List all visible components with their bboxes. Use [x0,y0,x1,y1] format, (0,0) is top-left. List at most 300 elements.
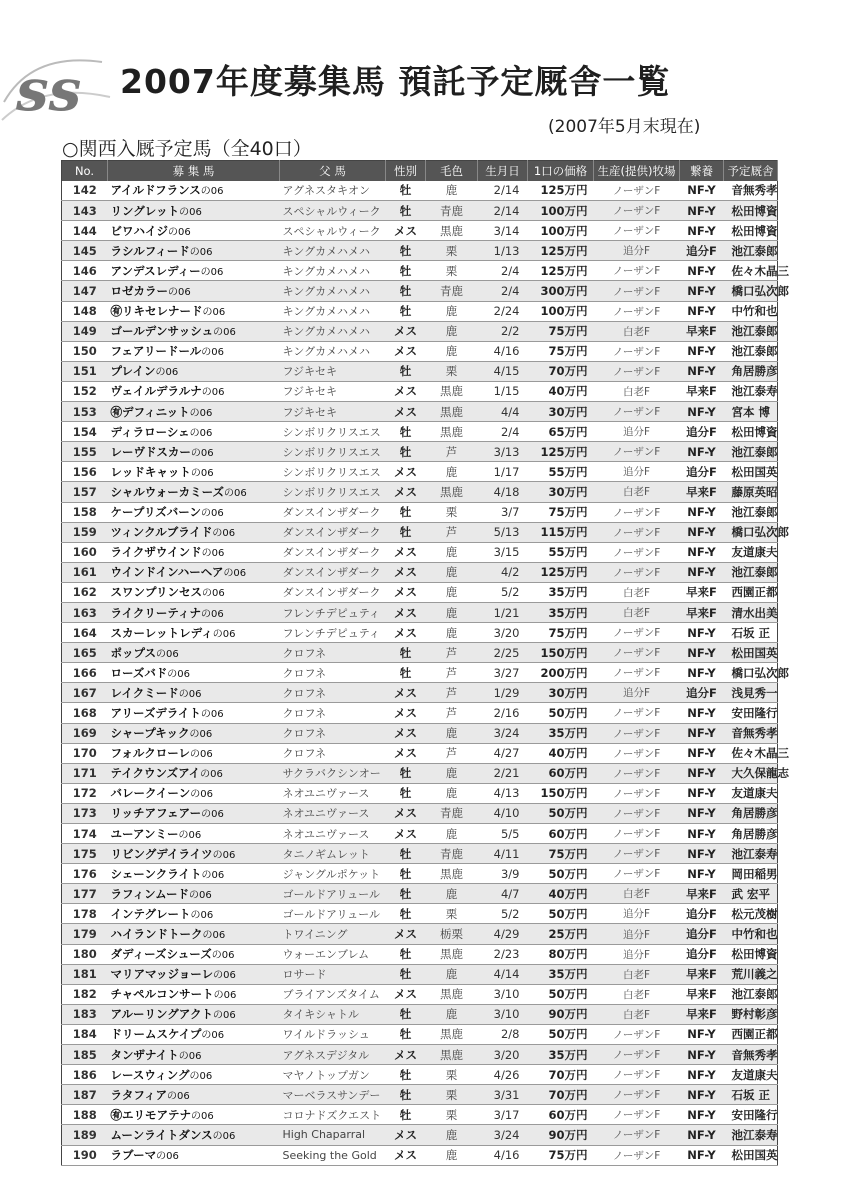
coat-color: 青鹿 [426,844,478,864]
horse-name [108,221,280,241]
breeding-farm: 追分F [594,422,680,442]
unit-price: 55万円 [528,542,594,562]
horse-name-suffix: の06 [212,628,236,640]
sire-name: ワイルドラッシュ [280,1024,386,1044]
horse-sex: 牡 [386,1105,426,1125]
table-row [62,944,778,964]
table-row [62,422,778,442]
coat-color: 栗 [426,904,478,924]
table-row [62,522,778,542]
holding-facility: NF-Y [680,361,724,381]
sire-name: タイキシャトル [280,1004,386,1024]
birth-date: 3/24 [478,723,528,743]
horse-sex: 牡 [386,884,426,904]
horse-no: 147 [62,281,108,301]
coat-color: 栗 [426,1065,478,1085]
unit-price: 115万円 [528,522,594,542]
horse-no: 161 [62,562,108,582]
horse-name-suffix: の06 [189,729,213,741]
birth-date: 2/2 [478,321,528,341]
birth-date: 3/13 [478,442,528,462]
horse-name-main: チャペルコンサート [110,987,214,1002]
horse-sex: 牡 [386,904,426,924]
holding-facility: NF-Y [680,703,724,723]
breeding-farm: ノーザンF [594,281,680,301]
club-logo [2,42,112,132]
horse-name-suffix: の06 [201,387,225,399]
unit-price: 35万円 [528,723,594,743]
horse-no: 188 [62,1105,108,1125]
horse-no: 162 [62,582,108,602]
horse-name-main: シャルウォーカミーズ [110,484,225,499]
horse-no: 173 [62,803,108,823]
planned-trainer: 角居勝彦 [724,803,778,823]
birth-date: 4/14 [478,964,528,984]
holding-facility: NF-Y [680,542,724,562]
breeding-farm: ノーザンF [594,502,680,522]
horse-no: 151 [62,361,108,381]
horse-name-suffix: の06 [179,206,202,218]
horse-sex: 牡 [386,1085,426,1105]
sire-name: ダンスインザダーク [280,502,386,522]
horse-name-suffix: の06 [190,909,214,921]
horse-name-suffix: の06 [201,869,225,881]
birth-date: 4/15 [478,361,528,381]
horse-name-main: ウインドインハーヘア [110,565,224,580]
breeding-farm: ノーザンF [594,402,680,422]
coat-color: 黒鹿 [426,221,478,241]
birth-date: 4/16 [478,341,528,361]
table-row [62,341,778,361]
unit-price: 100万円 [528,221,594,241]
birth-date: 2/21 [478,763,528,783]
coat-color: 栗 [426,1105,478,1125]
horse-name-main: ムーンライトダンス [110,1127,213,1142]
horse-no: 156 [62,462,108,482]
coat-color: 黒鹿 [426,402,478,422]
sire-name: クロフネ [280,663,386,683]
table-row [62,1145,778,1165]
horse-no: 168 [62,703,108,723]
horse-name [108,422,280,442]
horse-name-main: ポップス [110,645,157,660]
horse-name-main: レイクミード [110,685,179,700]
horse-name-suffix: の06 [201,809,224,821]
breeding-farm: ノーザンF [594,783,680,803]
coat-color: 栃栗 [426,924,478,944]
horse-name-suffix: の06 [213,990,237,1002]
horse-name-main: シェーンクライト [110,866,202,881]
sire-name: ブライアンズタイム [280,984,386,1004]
horse-name-suffix: の06 [212,1130,236,1142]
planned-trainer: 松田博資 [724,422,778,442]
horse-no: 148 [62,301,108,321]
breeding-farm: 白老F [594,1004,680,1024]
holding-facility: NF-Y [680,442,724,462]
unit-price: 100万円 [528,201,594,221]
horse-sex: メス [386,462,426,482]
horse-name-suffix: の06 [178,1050,202,1062]
sire-name: ロサード [280,964,386,984]
coat-color: 鹿 [426,1125,478,1145]
holding-facility: NF-Y [680,201,724,221]
unit-price: 50万円 [528,904,594,924]
holding-facility: NF-Y [680,783,724,803]
birth-date: 2/25 [478,643,528,663]
unit-price: 100万円 [528,301,594,321]
table-row [62,1045,778,1065]
birth-date: 2/4 [478,422,528,442]
horse-name [108,1004,280,1024]
horse-name [108,562,280,582]
horse-no: 182 [62,984,108,1004]
horse-no: 190 [62,1145,108,1165]
sire-name: クロフネ [280,703,386,723]
breeding-farm: 白老F [594,602,680,622]
horse-no: 171 [62,763,108,783]
column-header-price: 1口の価格 [528,161,594,181]
coat-color: 黒鹿 [426,1045,478,1065]
table-row [62,261,778,281]
horse-sex: 牡 [386,783,426,803]
horse-name [108,381,280,401]
sire-name: Seeking the Gold [280,1145,386,1165]
horse-sex: メス [386,723,426,743]
holding-facility: NF-Y [680,864,724,884]
horse-name [108,181,280,201]
holding-facility: NF-Y [680,844,724,864]
planned-trainer: 友道康夫 [724,783,778,803]
coat-color: 鹿 [426,623,478,643]
horse-name-main: レースウィング [110,1067,190,1082]
table-row [62,663,778,683]
horse-sex: メス [386,402,426,422]
horse-sex: 牡 [386,763,426,783]
unit-price: 90万円 [528,1125,594,1145]
birth-date: 2/8 [478,1024,528,1044]
horse-name [108,1145,280,1165]
planned-trainer: 西園正都 [724,582,778,602]
unit-price: 90万円 [528,1004,594,1024]
coat-color: 鹿 [426,1004,478,1024]
horse-name-suffix: の06 [224,487,247,499]
coat-color: 鹿 [426,763,478,783]
table-row [62,381,778,401]
horse-no: 158 [62,502,108,522]
holding-facility: 早来F [680,884,724,904]
horse-sex: メス [386,341,426,361]
horse-name [108,261,280,281]
coat-color: 芦 [426,442,478,462]
horse-name [108,462,280,482]
sire-name: クロフネ [280,723,386,743]
horse-name [108,201,280,221]
holding-facility: NF-Y [680,341,724,361]
unit-price: 50万円 [528,803,594,823]
horse-name [108,522,280,542]
breeding-farm: ノーザンF [594,643,680,663]
birth-date: 4/7 [478,884,528,904]
page-title: 2007年度募集馬 預託予定厩舎一覧 [120,62,671,101]
coat-color: 栗 [426,502,478,522]
birth-date: 5/13 [478,522,528,542]
breeding-farm: 白老F [594,482,680,502]
horse-sex: メス [386,381,426,401]
horse-name-suffix: の06 [189,1070,213,1082]
breeding-farm: ノーザンF [594,623,680,643]
column-header-trainer: 予定厩舎 [724,161,778,181]
birth-date: 3/10 [478,984,528,1004]
table-row [62,763,778,783]
svg-text:ss: ss [16,56,82,124]
horse-name [108,602,280,622]
horse-no: 175 [62,844,108,864]
planned-trainer: 角居勝彦 [724,824,778,844]
horse-name-suffix: の06 [178,688,202,700]
breeding-farm: 白老F [594,964,680,984]
horse-no: 149 [62,321,108,341]
holding-facility: NF-Y [680,663,724,683]
breeding-farm: 白老F [594,321,680,341]
horse-name-suffix: の06 [202,930,226,942]
horse-no: 172 [62,783,108,803]
unit-price: 60万円 [528,824,594,844]
sire-name: フジキセキ [280,381,386,401]
sire-name: フジキセキ [280,402,386,422]
holding-facility: NF-Y [680,1125,724,1145]
as-of-date: (2007年5月末現在) [548,117,701,137]
horse-no: 185 [62,1045,108,1065]
coat-color: 鹿 [426,884,478,904]
table-row [62,884,778,904]
planned-trainer: 友道康夫 [724,1065,778,1085]
table-row [62,683,778,703]
horse-name-main: ラタフィア [110,1087,167,1102]
table-row [62,904,778,924]
holding-facility: NF-Y [680,824,724,844]
unit-price: 35万円 [528,582,594,602]
breeding-farm: ノーザンF [594,844,680,864]
sire-name: ゴールドアリュール [280,904,386,924]
horse-sex: 牡 [386,844,426,864]
unit-price: 70万円 [528,1085,594,1105]
horse-sex: メス [386,984,426,1004]
sire-name: アグネスタキオン [280,181,386,201]
holding-facility: NF-Y [680,723,724,743]
birth-date: 2/24 [478,301,528,321]
table-row [62,844,778,864]
planned-trainer: 宮本 博 [724,402,778,422]
horse-name [108,1105,280,1125]
horse-name-main: テイクウンズアイ [110,766,201,781]
birth-date: 3/17 [478,1105,528,1125]
horse-name-suffix: の06 [201,548,225,560]
horse-sex: 牡 [386,1024,426,1044]
unit-price: 150万円 [528,643,594,663]
planned-trainer: 橋口弘次郎 [724,663,778,683]
horse-no: 180 [62,944,108,964]
planned-trainer: 池江泰寿 [724,381,778,401]
table-row [62,723,778,743]
horse-name-suffix: の06 [213,327,236,339]
horse-name-main: ㊒デフィニット [110,404,190,419]
horse-name [108,582,280,602]
column-header-sire: 父 馬 [280,161,386,181]
horse-name-suffix: の06 [201,1030,225,1042]
horse-name [108,763,280,783]
breeding-farm: ノーザンF [594,361,680,381]
coat-color: 栗 [426,1085,478,1105]
unit-price: 30万円 [528,683,594,703]
horse-no: 154 [62,422,108,442]
horse-no: 166 [62,663,108,683]
birth-date: 4/18 [478,482,528,502]
unit-price: 125万円 [528,562,594,582]
coat-color: 鹿 [426,824,478,844]
horse-name-main: ライクリーティナ [110,605,202,620]
horse-sex: メス [386,1145,426,1165]
coat-color: 鹿 [426,321,478,341]
column-header-farm: 生産(提供)牧場 [594,161,680,181]
horse-no: 164 [62,623,108,643]
horse-name-main: ラシルフィード [110,243,190,258]
horse-name-suffix: の06 [189,246,213,258]
birth-date: 2/14 [478,201,528,221]
horse-name [108,301,280,321]
table-row [62,281,778,301]
horse-name-main: プレイン [110,364,156,379]
unit-price: 65万円 [528,422,594,442]
breeding-farm: ノーザンF [594,301,680,321]
coat-color: 鹿 [426,1145,478,1165]
horse-name-main: ビワハイジ [110,223,168,238]
horse-sex: 牡 [386,663,426,683]
planned-trainer: 浅見秀一 [724,683,778,703]
birth-date: 4/10 [478,803,528,823]
coat-color: 黒鹿 [426,944,478,964]
sire-name: ウォーエンブレム [280,944,386,964]
horse-name [108,703,280,723]
unit-price: 35万円 [528,1045,594,1065]
table-row [62,864,778,884]
horse-name-suffix: の06 [168,287,191,299]
horse-no: 184 [62,1024,108,1044]
sire-name: ネオユニヴァース [280,783,386,803]
horse-name-suffix: の06 [200,769,223,781]
sire-name: シンボリクリスエス [280,442,386,462]
table-row [62,402,778,422]
birth-date: 4/4 [478,402,528,422]
birth-date: 5/5 [478,824,528,844]
unit-price: 35万円 [528,964,594,984]
birth-date: 5/2 [478,582,528,602]
birth-date: 1/15 [478,381,528,401]
sire-name: キングカメハメハ [280,281,386,301]
horse-name-suffix: の06 [200,266,224,278]
horse-name-main: フェアリードール [110,344,202,359]
horse-sex: メス [386,602,426,622]
horse-name-main: アイルドフランス [110,183,201,198]
horse-name [108,663,280,683]
horse-sex: 牡 [386,442,426,462]
breeding-farm: ノーザンF [594,201,680,221]
unit-price: 75万円 [528,502,594,522]
horse-no: 181 [62,964,108,984]
horse-sex: 牡 [386,502,426,522]
horse-name-suffix: の06 [190,447,214,459]
column-header-form: 繋養 [680,161,724,181]
horse-sex: 牡 [386,964,426,984]
horse-name-main: ドリームスケイプ [110,1027,202,1042]
holding-facility: 早来F [680,984,724,1004]
birth-date: 2/4 [478,261,528,281]
horse-name [108,984,280,1004]
birth-date: 4/13 [478,783,528,803]
horse-name-suffix: の06 [223,568,247,580]
horse-sex: メス [386,562,426,582]
birth-date: 1/13 [478,241,528,261]
holding-facility: 早来F [680,602,724,622]
horse-no: 153 [62,402,108,422]
horse-name-suffix: の06 [201,508,224,520]
unit-price: 25万円 [528,924,594,944]
holding-facility: NF-Y [680,261,724,281]
unit-price: 150万円 [528,783,594,803]
horse-name-main: ケープリズバーン [110,505,202,520]
horse-no: 160 [62,542,108,562]
sire-name: ネオユニヴァース [280,803,386,823]
sire-name: ダンスインザダーク [280,522,386,542]
horse-name-suffix: の06 [166,1090,190,1102]
horse-name [108,361,280,381]
horse-name [108,904,280,924]
birth-date: 3/10 [478,1004,528,1024]
horse-name-main: ローズバド [110,665,168,680]
unit-price: 300万円 [528,281,594,301]
breeding-farm: 白老F [594,884,680,904]
breeding-farm: ノーザンF [594,221,680,241]
horse-name-suffix: の06 [212,528,236,540]
horse-no: 152 [62,381,108,401]
horse-no: 176 [62,864,108,884]
breeding-farm: ノーザンF [594,864,680,884]
holding-facility: NF-Y [680,1024,724,1044]
table-row [62,703,778,723]
horse-no: 183 [62,1004,108,1024]
breeding-farm: 追分F [594,944,680,964]
coat-color: 鹿 [426,301,478,321]
breeding-farm: ノーザンF [594,341,680,361]
sire-name: ダンスインザダーク [280,582,386,602]
table-row [62,964,778,984]
table-row [62,1004,778,1024]
table-row [62,542,778,562]
sire-name: クロフネ [280,743,386,763]
breeding-farm: ノーザンF [594,703,680,723]
horse-name-suffix: の06 [201,608,224,620]
horse-no: 155 [62,442,108,462]
coat-color: 芦 [426,663,478,683]
birth-date: 4/26 [478,1065,528,1085]
horse-name-main: ディラローシェ [110,424,190,439]
table-row [62,924,778,944]
horse-no: 178 [62,904,108,924]
unit-price: 80万円 [528,944,594,964]
horse-name [108,884,280,904]
breeding-farm: ノーザンF [594,1085,680,1105]
sire-name: ジャングルポケット [280,864,386,884]
sire-name: サクラバクシンオー [280,763,386,783]
